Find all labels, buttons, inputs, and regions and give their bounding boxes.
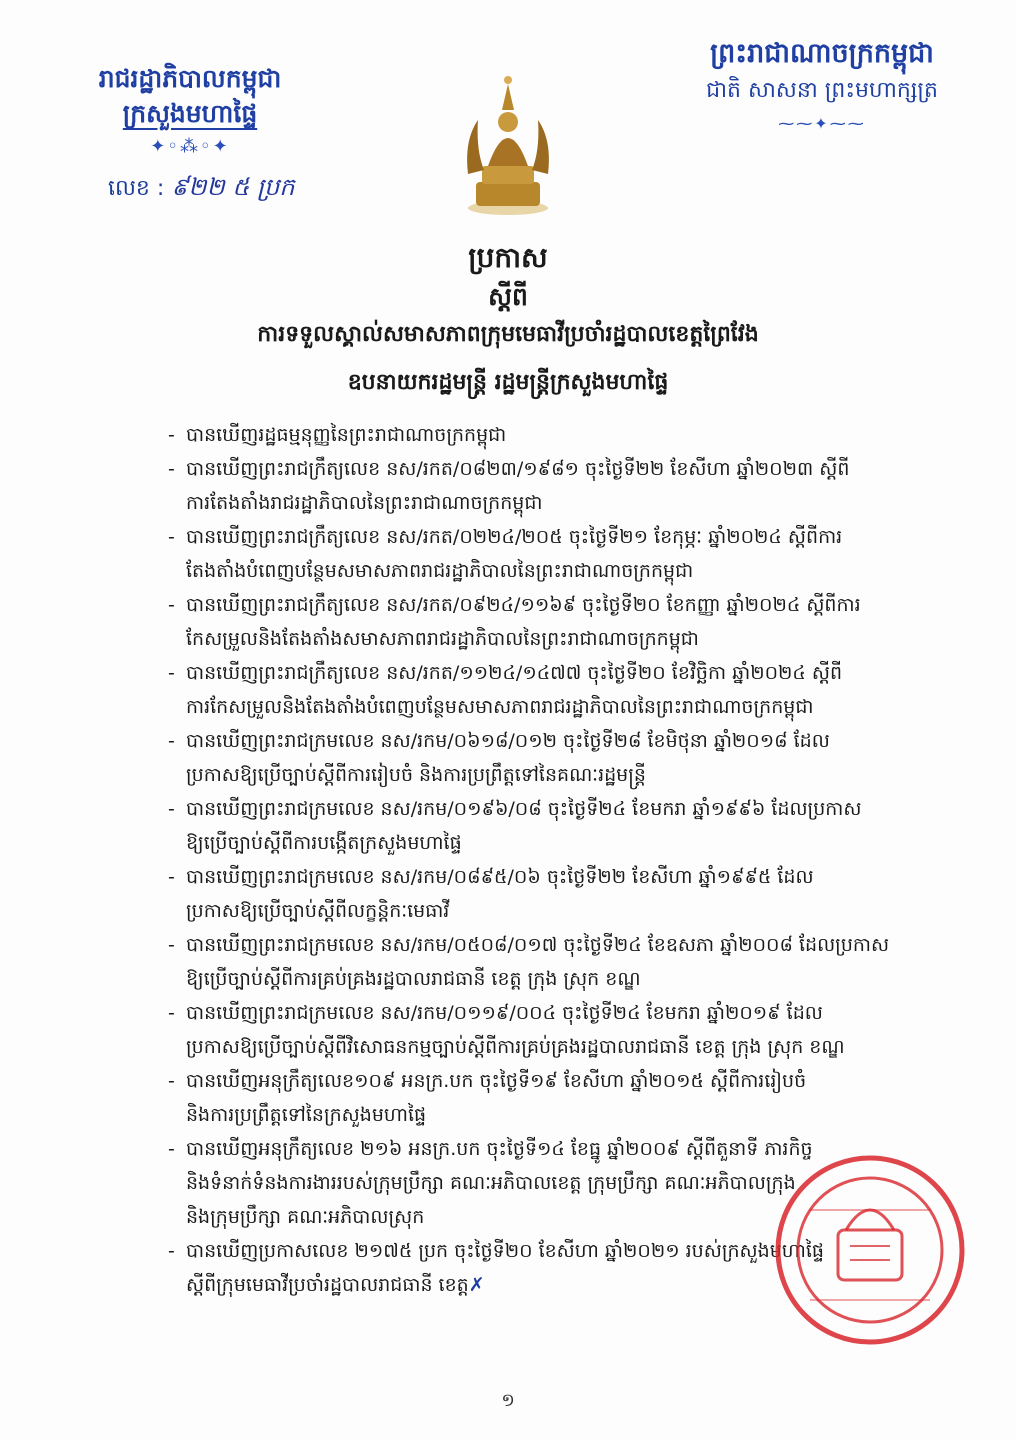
national-motto: ជាតិ សាសនា ព្រះមហាក្សត្រ [706, 78, 938, 103]
about-label: ស្តីពី [488, 282, 528, 311]
handwritten-mark: ✗ [468, 1274, 485, 1296]
list-item: - បានឃើញព្រះរាជក្រឹត្យលេខ នស/រកត/០២២៤/២០៥ ចុះថ្ងៃទី២១ ខែកុម្ភៈ ឆ្នាំ២០២៤ ស្តីពីការ តែងតាំងបំពេញបន្ថែមសមាសភាពរាជរដ្ឋាភិបាលនៃព្រះរាជាណាចក្រកម្ពុជា [168, 526, 843, 582]
ministry-name: ក្រសួងមហាផ្ទៃ [122, 99, 258, 128]
list-item: - បានឃើញព្រះរាជក្រមលេខ នស/រកម/០១១៩/០០៤ ចុះថ្ងៃទី២៤ ខែមករា ឆ្នាំ២០១៩ ដែល ប្រកាសឱ្យប្រើច្បាប់ស្តីពីវិសោធនកម្មច្បាប់ស្តីពីការគ្រប់គ្រងរដ្ឋបាលរាជធានី ខេត្ត ក្រុង ស្រុក ខណ្ឌ [168, 1002, 845, 1058]
list-item: - បានឃើញប្រកាសលេខ ២១៧៥ ប្រក ចុះថ្ងៃទី២០ ខែសីហា ឆ្នាំ២០២១ របស់ក្រសួងមហាផ្ទៃ ស្តីពីក្រុមមេធាវីប្រចាំរដ្ឋបាលរាជធានី ខេត្ត✗ [168, 1240, 824, 1296]
list-item: - បានឃើញព្រះរាជក្រឹត្យលេខ នស/រកត/១១២៤/១៤៧៧ ចុះថ្ងៃទី២០ ខែវិច្ឆិកា ឆ្នាំ២០២៤ ស្តីពី ការកែសម្រួលនិងតែងតាំងបំពេញបន្ថែមសមាសភាពរាជរដ្ឋាភិបាលនៃព្រះរាជាណាចក្រកម្ពុជា [168, 662, 843, 718]
list-item: - បានឃើញព្រះរាជក្រមលេខ នស/រកម/០៨៩៥/០៦ ចុះថ្ងៃទី២២ ខែសីហា ឆ្នាំ១៩៩៥ ដែល ប្រកាសឱ្យប្រើច្បាប់ស្តីពីលក្ខន្តិកៈមេធាវី [168, 866, 814, 922]
number-label: លេខ : [108, 176, 165, 201]
list-item: - បានឃើញអនុក្រឹត្យលេខ១០៩ អនក្រ.បក ចុះថ្ងៃទី១៩ ខែសីហា ឆ្នាំ២០១៥ ស្តីពីការរៀបចំ និងការប្រព្រឹត្តទៅនៃក្រសួងមហាផ្ទៃ [168, 1070, 807, 1126]
list-item: - បានឃើញព្រះរាជក្រឹត្យលេខ នស/រកត/០៨២៣/១៩៨១ ចុះថ្ងៃទី២២ ខែសីហា ឆ្នាំ២០២៣ ស្តីពី ការតែងតាំងរាជរដ្ឋាភិបាលនៃព្រះរាជាណាចក្រកម្ពុជា [168, 458, 850, 514]
list-item: - បានឃើញអនុក្រឹត្យលេខ ២១៦ អនក្រ.បក ចុះថ្ងៃទី១៤ ខែធ្នូ ឆ្នាំ២០០៩ ស្តីពីតួនាទី ភារកិច្ច និងទំនាក់ទំនងការងាររបស់ក្រុមប្រឹក្សា គណៈអភិបាលខេត្ត ក្រុមប្រឹក្សា គណៈអភិបាលក្រុង និងក្រុមប្រឹក្សា គណៈអភិបាលស្រុក [168, 1138, 813, 1228]
reference-number [108, 172, 295, 207]
list-item: - បានឃើញព្រះរាជក្រមលេខ នស/រកម/០៥០៨/០១៧ ចុះថ្ងៃទី២៤ ខែឧសភា ឆ្នាំ២០០៨ ដែលប្រកាស ឱ្យប្រើច្បាប់ស្តីពីការគ្រប់គ្រងរដ្ឋបាលរាជធានី ខេត្ត ក្រុង ស្រុក ខណ្ឌ [168, 934, 890, 990]
number-value: ៩២២ ៥ ប្រក [171, 173, 295, 201]
ministry-header [60, 62, 320, 157]
kingdom-header [672, 34, 972, 133]
list-item: - បានឃើញព្រះរាជក្រមលេខ នស/រកម/០៦១៨/០១២ ចុះថ្ងៃទី២៨ ខែមិថុនា ឆ្នាំ២០១៨ ដែល ប្រកាសឱ្យប្រើច្បាប់ស្តីពីការរៀបចំ និងការប្រព្រឹត្តទៅនៃគណៈរដ្ឋមន្ត្រី [168, 730, 830, 786]
list-item: - បានឃើញរដ្ឋធម្មនុញ្ញនៃព្រះរាជាណាចក្រកម្ពុជា [168, 424, 507, 446]
document-subject: ការទទួលស្គាល់សមាសភាពក្រុមមេធាវីប្រចាំរដ្ឋបាលខេត្តព្រៃវែង [257, 322, 759, 347]
issuing-authority: ឧបនាយករដ្ឋមន្ត្រី រដ្ឋមន្ត្រីក្រសួងមហាផ្ទៃ [347, 370, 669, 395]
ornament-divider: ⁓⁓✦⁓⁓ [778, 114, 866, 133]
royal-emblem-icon [458, 70, 558, 220]
document-type-title: ប្រកាស [468, 241, 548, 274]
official-seal-stamp [770, 1150, 970, 1350]
page-number: ១ [501, 1390, 515, 1411]
list-item: - បានឃើញព្រះរាជក្រឹត្យលេខ នស/រកត/០៩២៤/១១៦៩ ចុះថ្ងៃទី២០ ខែកញ្ញា ឆ្នាំ២០២៤ ស្តីពីការ កែសម្រួលនិងតែងតាំងសមាសភាពរាជរដ្ឋាភិបាលនៃព្រះរាជាណាចក្រកម្ពុជា [168, 594, 861, 650]
ornament-divider: ✦◦⁂◦✦ [150, 136, 230, 157]
list-item: - បានឃើញព្រះរាជក្រមលេខ នស/រកម/០១៩៦/០៨ ចុះថ្ងៃទី២៤ ខែមករា ឆ្នាំ១៩៩៦ ដែលប្រកាស ឱ្យប្រើច្បាប់ស្តីពីការបង្កើតក្រសួងមហាផ្ទៃ [168, 798, 862, 854]
government-name: រាជរដ្ឋាភិបាលកម្ពុជា [98, 64, 282, 93]
kingdom-name: ព្រះរាជាណាចក្រកម្ពុជា [710, 38, 934, 69]
